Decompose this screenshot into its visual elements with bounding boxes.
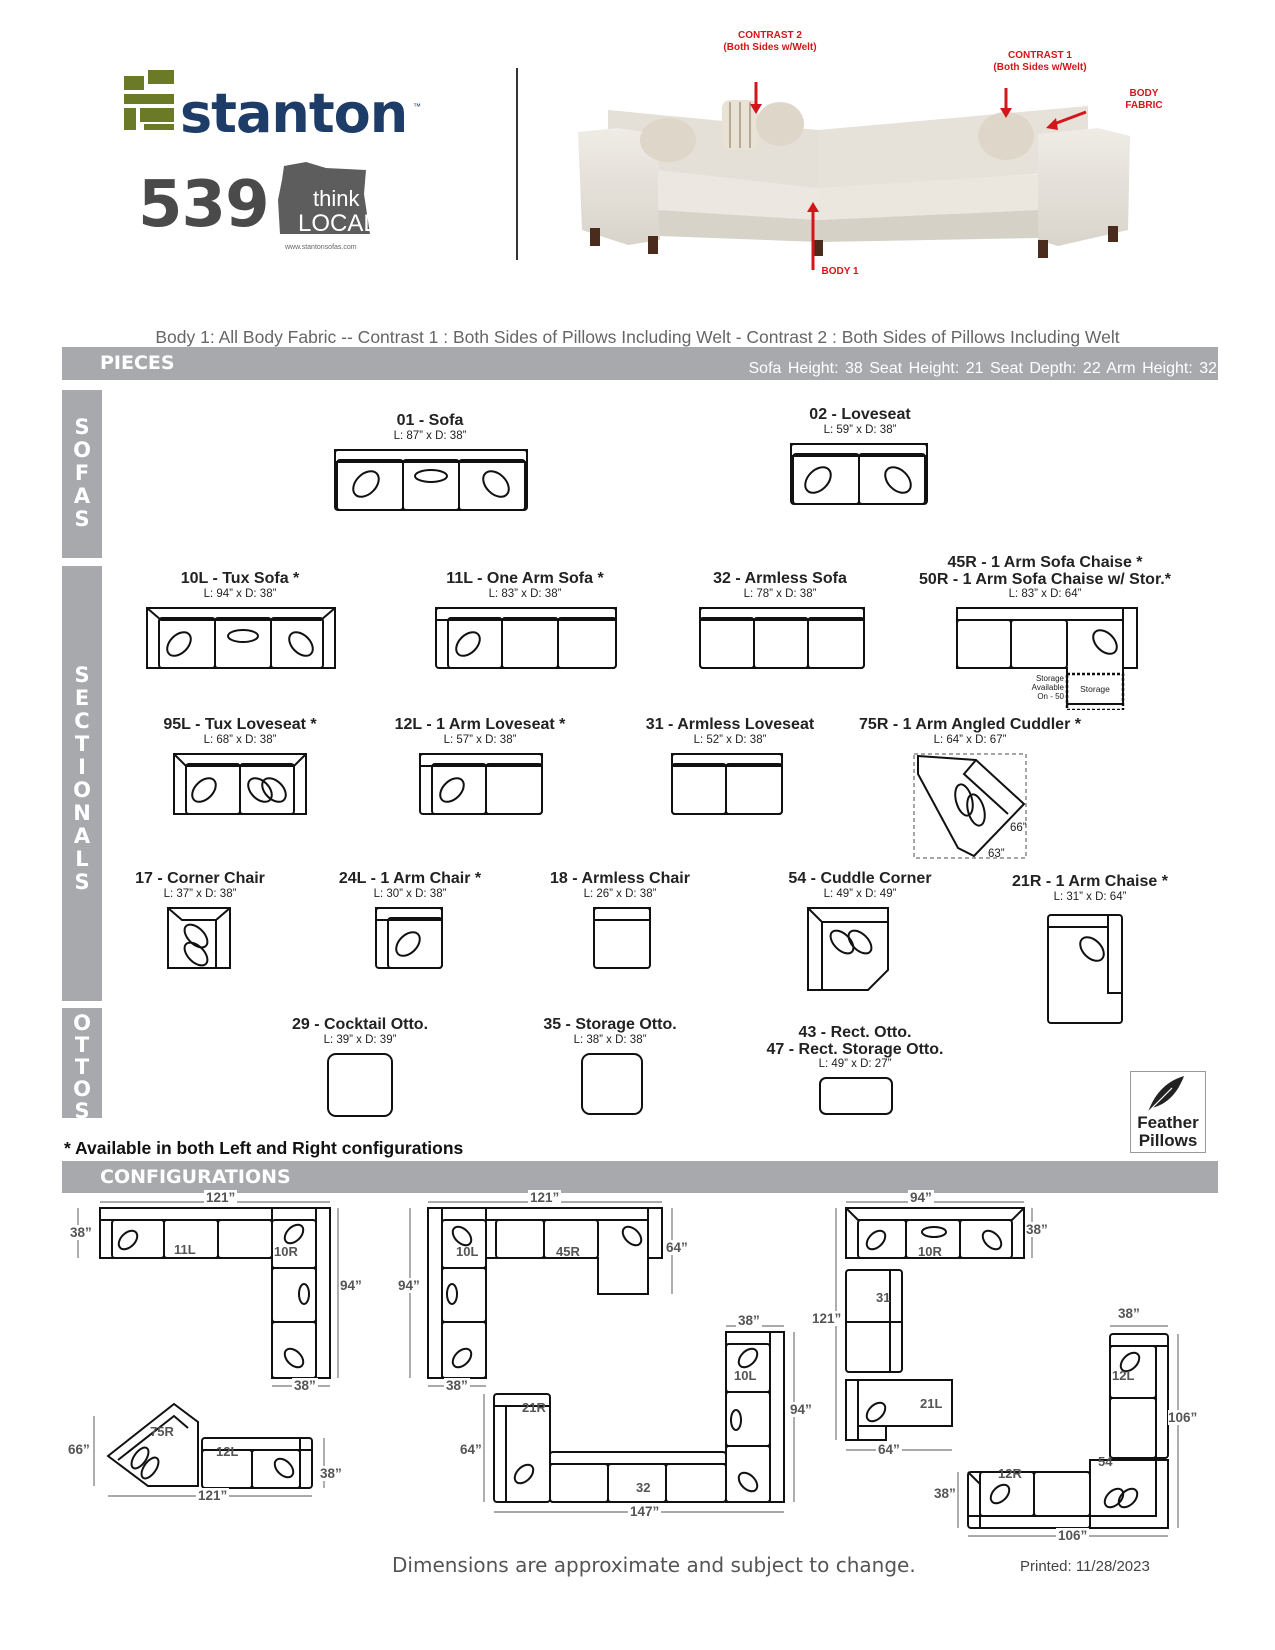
brand-trademark: ™ [413,102,421,111]
header-divider [516,68,518,260]
tab-letter: S [74,507,90,531]
config-6-b: 54 [1098,1454,1113,1469]
callout-contrast1: CONTRAST 1 (Both Sides w/Welt) [993,50,1087,73]
piece-32-label: 32 - Armless Sofa [713,570,847,587]
piece-12l-label: 12L - 1 Arm Loveseat * [394,716,566,733]
config-3-bottom: 64” [878,1442,900,1457]
stanton-logo-mark [124,70,176,132]
piece-75r-side-b: 63” [988,848,1005,860]
piece-45r-dims: L: 83” x D: 64” [1008,588,1082,600]
tab-letter: O [73,778,91,802]
config-6-bottom: 106” [1058,1528,1088,1543]
tab-letter: S [74,1099,90,1123]
piece-43-label: 43 - Rect. Otto. [798,1024,912,1041]
config-2-bottom: 38” [446,1378,468,1393]
piece-24l-label: 24L - 1 Arm Chair * [338,870,482,887]
tab-sectionals [62,566,102,1001]
piece-50r-label: 50R - 1 Arm Sofa Chaise w/ Stor.* [919,571,1171,588]
piece-11l-diagram [434,606,620,672]
piece-75r-dims: L: 64” x D: 67” [933,734,1007,746]
piece-12l-dims: L: 57” x D: 38” [443,734,517,746]
tab-letter: T [74,1033,90,1057]
config-1-top: 121” [206,1190,236,1205]
tab-letter: C [74,709,90,733]
piece-11l-label: 11L - One Arm Sofa * [446,570,604,587]
tab-letter: T [74,1055,90,1079]
tab-letter: A [73,824,91,848]
config-1-a: 11L [174,1242,196,1257]
piece-10l-diagram [145,606,339,672]
piece-18-label: 18 - Armless Chair [550,870,690,887]
piece-18-dims: L: 26” x D: 38” [583,888,657,900]
config-3-a: 10R [918,1244,942,1259]
piece-95l-label: 95L - Tux Loveseat * [163,716,317,733]
piece-31-diagram [670,752,786,818]
callout-body-fabric: BODY FABRIC [1125,88,1163,111]
footer-disclaimer: Dimensions are approximate and subject to change. [392,1553,916,1577]
tab-letter: S [74,870,90,894]
config-2-b: 45R [556,1244,580,1259]
config-4-left: 66” [68,1442,90,1457]
piece-01-diagram [334,448,530,514]
config-3-c: 21L [920,1396,943,1411]
fabric-description: Body 1: All Body Fabric -- Contrast 1 : Both Sides of Pillows Including Welt - Contrast 2 : Both Sides of Pillows Including Welt [155,327,1120,347]
piece-21r-label: 21R - 1 Arm Chaise * [1012,873,1168,890]
brand-name: stanton [180,82,408,145]
config-5-c: 32 [636,1480,651,1495]
config-2-top: 121” [530,1190,560,1205]
printed-date: Printed: 11/28/2023 [1020,1558,1150,1575]
storage-note: Storage Available On - 50 [1031,674,1064,701]
config-6-right: 106” [1168,1410,1198,1425]
tab-sofas [62,390,102,558]
config-2-left: 94” [398,1278,420,1293]
config-3-right: 38” [1026,1222,1048,1237]
piece-01-label: 01 - Sofa [396,412,464,429]
config-6-top: 38” [1118,1306,1140,1321]
feather-pillows-text: Feather Pillows [1137,1113,1199,1150]
piece-17-dims: L: 37” x D: 38” [163,888,237,900]
piece-43-dims: L: 49” x D: 27” [818,1058,892,1070]
piece-02-diagram [790,442,930,508]
tab-letter: O [73,438,91,462]
piece-54-dims: L: 49” x D: 49” [823,888,897,900]
badge-think: think [313,186,360,211]
piece-24l-dims: L: 30” x D: 38” [373,888,447,900]
piece-21r-diagram [1046,913,1126,1027]
config-2-right: 64” [666,1240,688,1255]
piece-54-diagram [806,906,892,992]
config-6-a: 12L [1112,1368,1135,1383]
piece-45r-label: 45R - 1 Arm Sofa Chaise * [947,554,1143,571]
pieces-specs: Sofa Height: 38 Seat Height: 21 Seat Depth: 22 Arm Height: 32 [748,360,1217,377]
piece-02-label: 02 - Loveseat [809,406,911,423]
config-1-diagram [72,1198,344,1398]
piece-29-label: 29 - Cocktail Otto. [291,1016,429,1033]
piece-10l-label: 10L - Tux Sofa * [180,570,300,587]
config-1-bottom: 38” [294,1378,316,1393]
piece-75r-label: 75R - 1 Arm Angled Cuddler * [859,716,1081,733]
tab-letter: N [73,801,91,825]
storage-box-label: Storage [1080,684,1110,694]
tab-letter: F [74,461,90,485]
tab-letter: T [74,732,90,756]
config-1-left: 38” [70,1225,92,1240]
config-6-c: 12R [998,1466,1022,1481]
tab-letter: L [75,847,89,871]
piece-10l-dims: L: 94” x D: 38” [203,588,277,600]
config-6-left: 38” [934,1486,956,1501]
config-5-top: 38” [738,1313,760,1328]
piece-32-dims: L: 78” x D: 38” [743,588,817,600]
tab-letter: S [74,415,90,439]
config-5-right: 94” [790,1402,812,1417]
tab-letter: A [73,484,91,508]
config-3-top: 94” [910,1190,932,1205]
config-5-left: 64” [460,1442,482,1457]
configurations-title: CONFIGURATIONS [100,1166,291,1188]
piece-54-label: 54 - Cuddle Corner [788,870,932,887]
callout-contrast2: CONTRAST 2 (Both Sides w/Welt) [723,30,817,53]
badge-local: LOCAL [298,210,377,237]
config-1-right: 94” [340,1278,362,1293]
piece-43-diagram [818,1076,894,1116]
piece-31-dims: L: 52” x D: 38” [693,734,767,746]
model-number: 539 [138,168,269,242]
callout-body1: BODY 1 [821,266,859,277]
piece-21r-dims: L: 31” x D: 64” [1053,891,1127,903]
tab-ottos [62,1008,102,1123]
piece-02-dims: L: 59” x D: 38” [823,424,897,436]
config-5-a: 10L [734,1368,757,1383]
config-5-bottom: 147” [630,1504,660,1519]
tab-letter: O [73,1011,91,1035]
piece-35-diagram [580,1052,644,1116]
piece-11l-dims: L: 83” x D: 38” [488,588,562,600]
config-5-b: 21R [522,1400,546,1415]
config-4-right: 38” [320,1466,342,1481]
piece-29-dims: L: 39” x D: 39” [323,1034,397,1046]
tab-letter: E [74,686,90,710]
availability-note: * Available in both Left and Right configurations [64,1138,464,1158]
pieces-title: PIECES [100,352,175,374]
piece-24l-diagram [374,906,446,972]
config-4-a: 75R [150,1424,174,1439]
piece-95l-diagram [172,752,310,818]
sectional-photo [568,70,1138,275]
config-4-b: 12L [216,1444,239,1459]
piece-95l-dims: L: 68” x D: 38” [203,734,277,746]
piece-12l-diagram [418,752,546,818]
piece-01-dims: L: 87” x D: 38” [393,430,467,442]
piece-29-diagram [326,1052,394,1118]
piece-35-label: 35 - Storage Otto. [543,1016,677,1033]
tab-letter: S [74,663,90,687]
config-3-left: 121” [812,1311,842,1326]
config-2-a: 10L [456,1244,479,1259]
piece-17-diagram [166,906,234,972]
piece-75r-side-a: 66” [1010,822,1027,834]
piece-18-diagram [592,906,652,972]
config-6-diagram [950,1322,1190,1542]
piece-47-label: 47 - Rect. Storage Otto. [766,1041,944,1058]
tab-letter: I [78,755,86,779]
piece-32-diagram [698,606,868,672]
piece-75r-diagram [912,752,1030,862]
piece-17-label: 17 - Corner Chair [135,870,265,887]
config-3-b: 31 [876,1290,891,1305]
config-4-bottom: 121” [198,1488,228,1503]
website-text: www.stantonsofas.com [285,244,357,251]
piece-35-dims: L: 38” x D: 38” [573,1034,647,1046]
piece-31-label: 31 - Armless Loveseat [645,716,815,733]
tab-letter: O [73,1077,91,1101]
config-1-b: 10R [274,1244,298,1259]
